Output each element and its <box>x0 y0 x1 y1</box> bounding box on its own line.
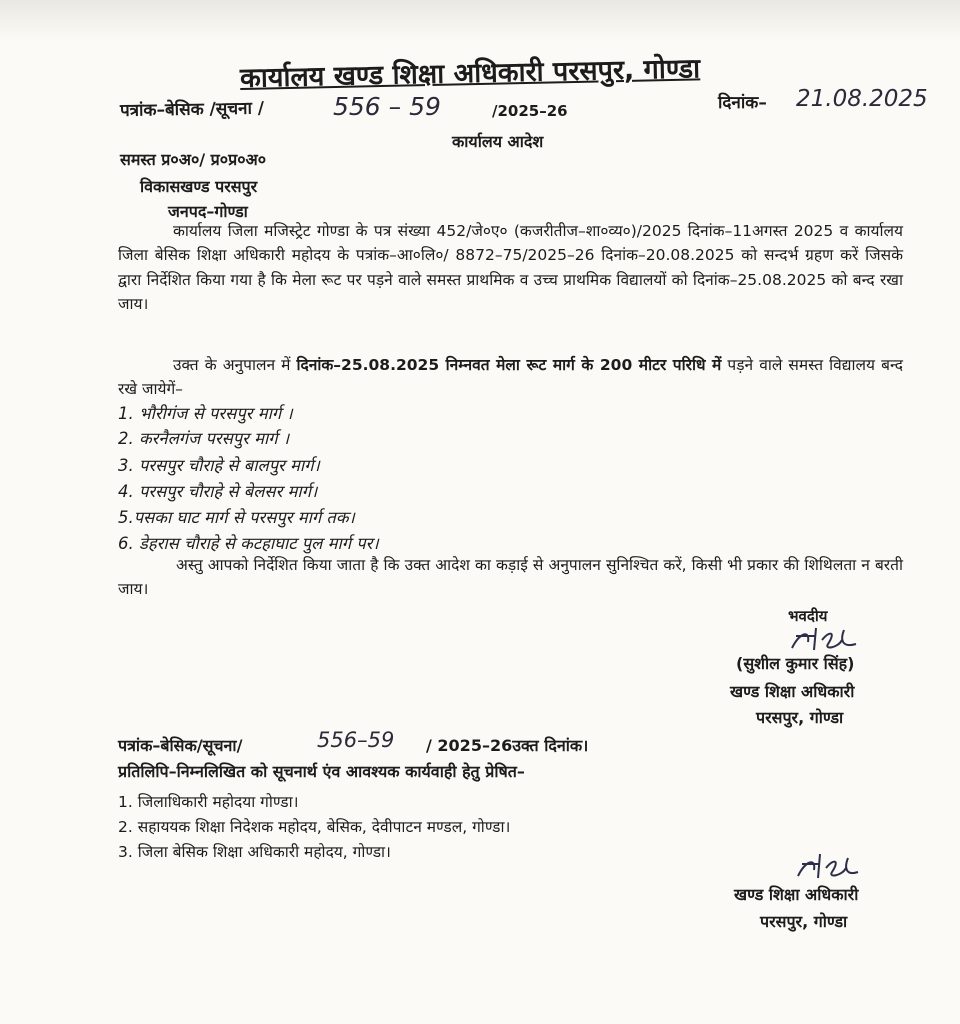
route-item: 5.पसका घाट मार्ग से परसपुर मार्ग तक। <box>118 508 355 527</box>
handwritten-signature <box>792 850 862 884</box>
copy-item: 2. सहाययक शिक्षा निदेशक महोदय, बेसिक, देवीपाटन मण्डल, गोण्डा। <box>118 818 511 836</box>
para2-bold: दिनांक–25.08.2025 निम्नवत मेला रूट मार्ग के 200 मीटर परिधि में <box>296 356 722 374</box>
reference-year: /2025–26 <box>492 102 568 120</box>
office-title: कार्यालय खण्ड शिक्षा अधिकारी परसपुर, गोण्डा <box>239 53 701 94</box>
footer-place: परसपुर, गोण्डा <box>760 912 848 931</box>
handwritten-signature <box>786 622 862 656</box>
order-title: कार्यालय आदेश <box>452 132 544 151</box>
addressee-line-3: जनपद–गोण्डा <box>168 202 248 221</box>
route-item: 6. डेहरास चौराहे से कटहाघाट पुल मार्ग पर। <box>118 534 379 553</box>
para2-end: पड़ने वाले समस्त विद्यालय बन्द रखे जायेगें– <box>118 356 903 399</box>
copy-heading: प्रतिलिपि–निम्नलिखित को सूचनार्थ एंव आवश्यक कार्यवाही हेतु प्रेषित– <box>118 762 525 781</box>
copy-reference-prefix: पत्रांक–बेसिक/सूचना/ <box>118 736 243 755</box>
addressee-line-2: विकासखण्ड परसपुर <box>140 177 258 196</box>
route-item: 1. भौरीगंज से परसपुर मार्ग । <box>118 404 293 423</box>
route-item: 3. परसपुर चौराहे से बालपुर मार्ग। <box>118 456 320 475</box>
reference-prefix: पत्रांक–बेसिक /सूचना / <box>119 98 265 121</box>
copy-reference-rest: / 2025–26उक्त दिनांक। <box>426 736 589 755</box>
body-paragraph-2 <box>118 353 903 402</box>
signatory-designation: खण्ड शिक्षा अधिकारी <box>730 682 855 701</box>
copy-item: 1. जिलाधिकारी महोदया गोण्डा। <box>118 793 299 811</box>
date-handwritten: 21.08.2025 <box>796 86 928 112</box>
signatory-name: (सुशील कुमार सिंह) <box>736 654 855 673</box>
copy-item: 3. जिला बेसिक शिक्षा अधिकारी महोदय, गोण्डा। <box>118 843 391 861</box>
body-paragraph-3: अस्तु आपको निर्देशित किया जाता है कि उक्त आदेश का कड़ाई से अनुपालन सुनिश्चित करें, किसी भी प्रकार की शिथिलता न बरती जाय। <box>118 556 903 599</box>
addressee-line-1: समस्त प्र०अ०/ प्र०प्र०अ० <box>120 150 267 169</box>
para2-start: उक्त के अनुपालन में <box>173 356 297 374</box>
route-item: 4. परसपुर चौराहे से बेलसर मार्ग। <box>118 482 318 501</box>
signature-closing: भवदीय <box>788 607 828 625</box>
signatory-place: परसपुर, गोण्डा <box>756 708 844 727</box>
footer-designation: खण्ड शिक्षा अधिकारी <box>734 885 859 904</box>
date-label: दिनांक– <box>718 93 767 113</box>
route-item: 2. करनैलगंज परसपुर मार्ग । <box>118 429 290 448</box>
copy-reference-number-handwritten: 556–59 <box>317 728 395 752</box>
body-paragraph-1: कार्यालय जिला मजिस्ट्रेट गोण्डा के पत्र संख्या 452/जे०ए० (कजरीतीज–शा०व्य०)/2025 दिनांक–11अगस्त 2025 व कार्यालय जिला बेसिक शिक्षा अधिकारी महोदय के पत्रांक–आ०लि०/ 8872–75/2025–26 दिनांक–20.08.2025 को सन्दर्भ ग्रहण करें जिसके द्वारा निर्देशित किया गया है कि मेला रूट पर पड़ने वाले समस्त प्राथमिक व उच्च प्राथमिक विद्यालयों को दिनांक–25.08.2025 को बन्द रखा जाय। <box>118 222 903 314</box>
scan-shadow <box>0 0 960 40</box>
reference-number-handwritten: 556 – 59 <box>333 92 441 121</box>
